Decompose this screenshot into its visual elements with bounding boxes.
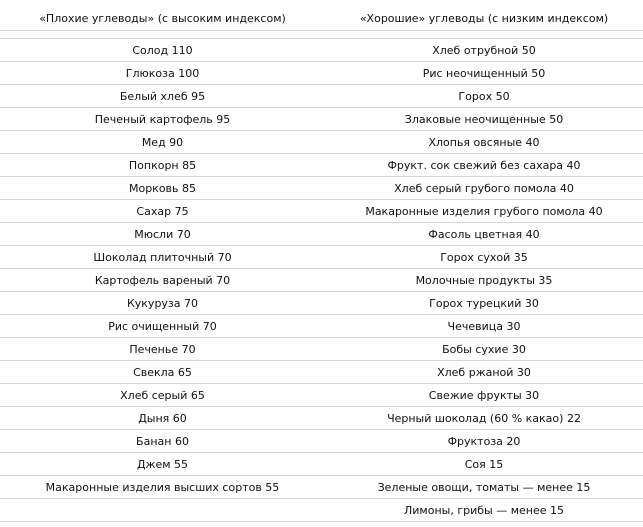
table-row <box>0 269 643 292</box>
bad-carb-cell: Картофель вареный 70 <box>0 269 325 292</box>
good-carb-cell: Злаковые неочищенные 50 <box>325 108 643 131</box>
bad-carb-cell: Джем 55 <box>0 453 325 476</box>
good-carb-cell: Зеленые овощи, томаты — менее 15 <box>325 476 643 499</box>
bad-carb-cell: Глюкоза 100 <box>0 62 325 85</box>
table-row <box>0 407 643 430</box>
bad-carb-cell: Хлеб серый 65 <box>0 384 325 407</box>
table-row <box>0 476 643 499</box>
bad-carb-cell: Печеный картофель 95 <box>0 108 325 131</box>
bad-carb-cell: Макаронные изделия высших сортов 55 <box>0 476 325 499</box>
table-row <box>0 108 643 131</box>
good-carb-cell: Горох 50 <box>325 85 643 108</box>
good-carb-cell: Фрукт. сок свежий без сахара 40 <box>325 154 643 177</box>
table-row <box>0 62 643 85</box>
bad-carb-cell: Солод 110 <box>0 39 325 62</box>
table-row <box>0 361 643 384</box>
good-carb-cell: Чечевица 30 <box>325 315 643 338</box>
good-carb-cell: Хлеб отрубной 50 <box>325 39 643 62</box>
table-row <box>0 315 643 338</box>
bad-carb-cell: Печенье 70 <box>0 338 325 361</box>
good-carb-cell: Молочные продукты 35 <box>325 269 643 292</box>
bad-carb-cell: Рис очищенный 70 <box>0 315 325 338</box>
table-row <box>0 177 643 200</box>
good-carb-cell: Макаронные изделия грубого помола 40 <box>325 200 643 223</box>
good-carb-cell: Соя 15 <box>325 453 643 476</box>
table-row <box>0 85 643 108</box>
good-carb-cell: Фасоль цветная 40 <box>325 223 643 246</box>
good-carb-cell: Хлеб серый грубого помола 40 <box>325 177 643 200</box>
good-carb-cell: Бобы сухие 30 <box>325 338 643 361</box>
table-row <box>0 223 643 246</box>
table-row <box>0 292 643 315</box>
bad-carb-cell: Кукуруза 70 <box>0 292 325 315</box>
bad-carb-cell: Дыня 60 <box>0 407 325 430</box>
bad-carb-cell: Банан 60 <box>0 430 325 453</box>
table-row <box>0 39 643 62</box>
table-row <box>0 453 643 476</box>
header-good-carbs: «Хорошие» углеводы (с низким индексом) <box>325 6 643 31</box>
good-carb-cell: Горох сухой 35 <box>325 246 643 269</box>
good-carb-cell: Хлеб ржаной 30 <box>325 361 643 384</box>
good-carb-cell: Лимоны, грибы — менее 15 <box>325 499 643 522</box>
bad-carb-cell: Шоколад плиточный 70 <box>0 246 325 269</box>
good-carb-cell: Свежие фрукты 30 <box>325 384 643 407</box>
table-row <box>0 246 643 269</box>
bad-carb-cell: Сахар 75 <box>0 200 325 223</box>
good-carb-cell: Черный шоколад (60 % какао) 22 <box>325 407 643 430</box>
glycemic-index-table <box>0 6 643 522</box>
good-carb-cell: Горох турецкий 30 <box>325 292 643 315</box>
bad-carb-cell: Попкорн 85 <box>0 154 325 177</box>
bad-carb-cell: Свекла 65 <box>0 361 325 384</box>
spacer-row <box>0 31 643 39</box>
table-row <box>0 384 643 407</box>
table-body <box>0 31 643 522</box>
table-header-row <box>0 6 643 31</box>
header-bad-carbs: «Плохие углеводы» (с высоким индексом) <box>0 6 325 31</box>
bad-carb-cell: Морковь 85 <box>0 177 325 200</box>
table-row <box>0 338 643 361</box>
good-carb-cell: Рис неочищенный 50 <box>325 62 643 85</box>
table-row <box>0 200 643 223</box>
table-row <box>0 499 643 522</box>
good-carb-cell: Фруктоза 20 <box>325 430 643 453</box>
bad-carb-cell: Мюсли 70 <box>0 223 325 246</box>
bad-carb-cell: Мед 90 <box>0 131 325 154</box>
bad-carb-cell <box>0 499 325 522</box>
table-row <box>0 430 643 453</box>
good-carb-cell: Хлопья овсяные 40 <box>325 131 643 154</box>
bad-carb-cell: Белый хлеб 95 <box>0 85 325 108</box>
table-row <box>0 154 643 177</box>
table-row <box>0 131 643 154</box>
